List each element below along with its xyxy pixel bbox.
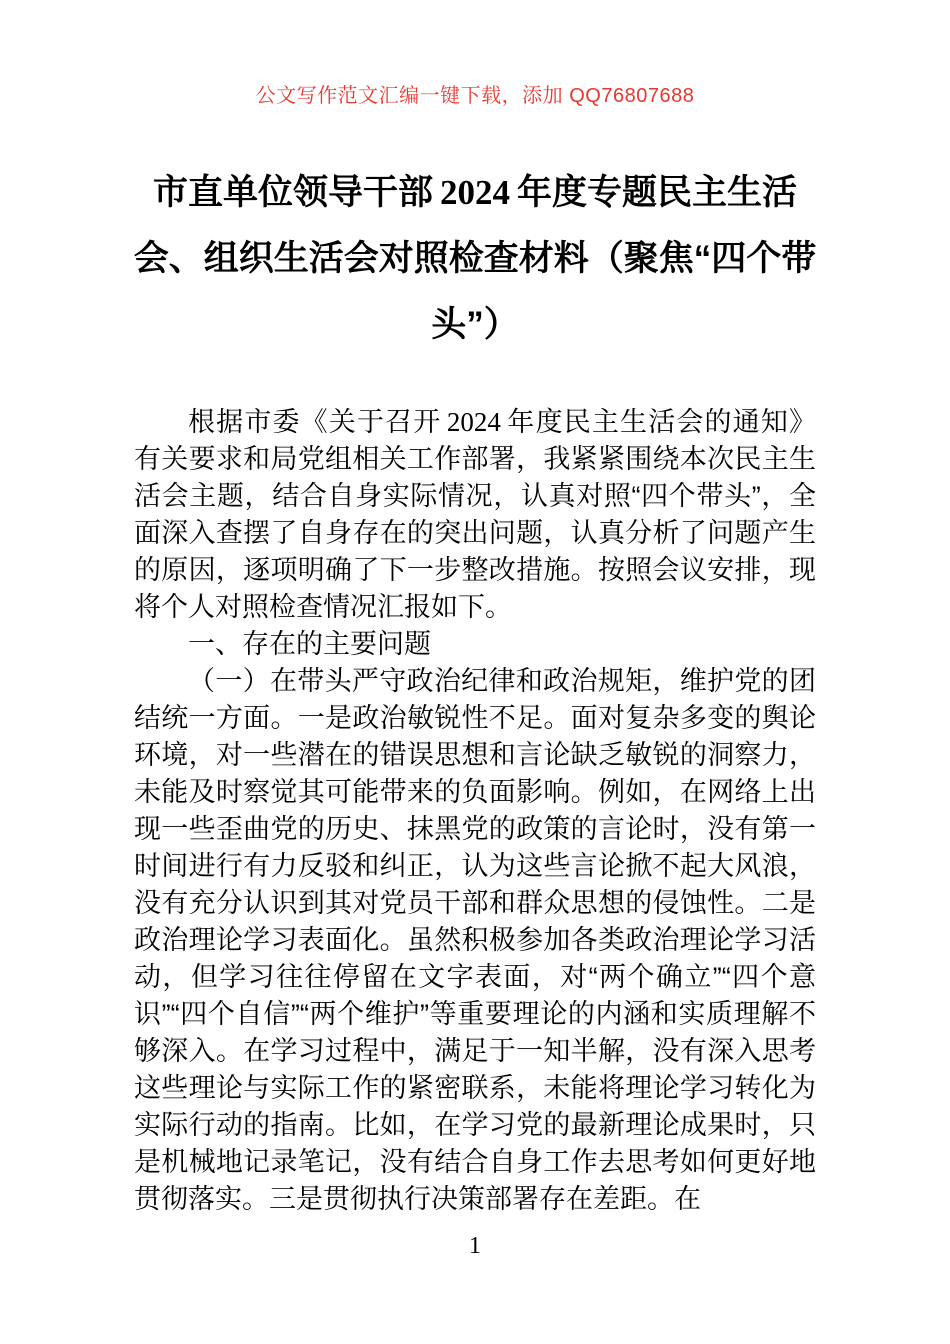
header-note: 公文写作范文汇编一键下载，添加 QQ76807688 — [255, 85, 695, 107]
body-paragraph: 根据市委《关于召开 2024 年度民主生活会的通知》有关要求和局党组相关工作部署，我紧紧围绕本次民主生活会主题，结合自身实际情况，认真对照“四个带头”，全面深入查摆了自身存在的突出问题，认真分析了问题产生的原因，逐项明确了下一步整改措施。按照会议安排，现将个人对照检查情况汇报如下。 — [134, 407, 817, 622]
section-heading: 一、存在的主要问题 — [188, 629, 431, 659]
document-body — [134, 404, 816, 1218]
document-title: 市直单位领导干部 2024 年度专题民主生活会、组织生活会对照检查材料（聚焦“四个带头”） — [133, 173, 817, 344]
body-paragraph: （一）在带头严守政治纪律和政治规矩，维护党的团结统一方面。一是政治敏锐性不足。面对复杂多变的舆论环境，对一些潜在的错误思想和言论缺乏敏锐的洞察力，未能及时察觉其可能带来的负面影响。例如，在网络上出现一些歪曲党的历史、抹黑党的政策的言论时，没有第一时间进行有力反驳和纠正，认为这些言论掀不起大风浪，没有充分认识到其对党员干部和群众思想的侵蚀性。二是政治理论学习表面化。虽然积极参加各类政治理论学习活动，但学习往往停留在文字表面，对“两个确立”“四个意识”“四个自信”“两个维护”等重要理论的内涵和实质理解不够深入。在学习过程中，满足于一知半解，没有深入思考这些理论与实际工作的紧密联系，未能将理论学习转化为实际行动的指南。比如，在学习党的最新理论成果时，只是机械地记录笔记，没有结合自身工作去思考如何更好地贯彻落实。三是贯彻执行决策部署存在差距。在 — [134, 666, 816, 1214]
page-number: 1 — [469, 1233, 481, 1259]
